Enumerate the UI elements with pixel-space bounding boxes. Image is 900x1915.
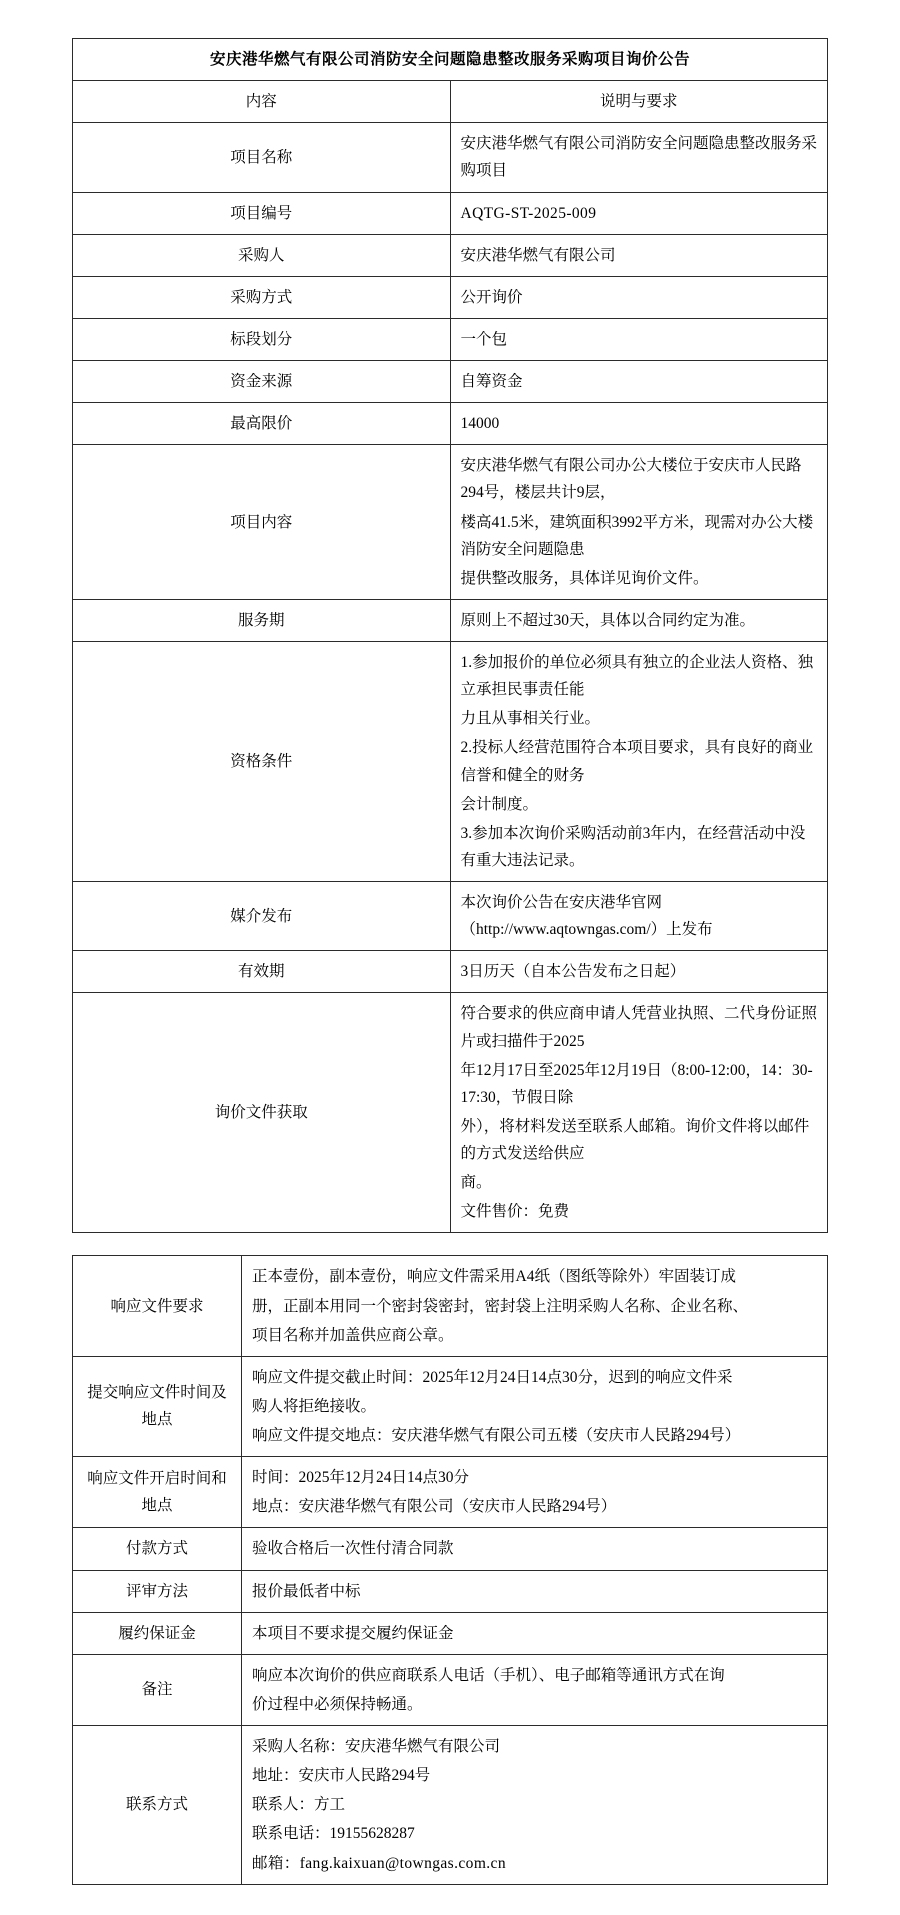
row-value — [242, 1356, 828, 1456]
row-line: 联系电话：19155628287 — [252, 1825, 415, 1843]
row-value — [242, 1457, 828, 1528]
row-value — [242, 1570, 828, 1612]
row-label: 服务期 — [73, 599, 451, 641]
row-label: 评审方法 — [73, 1570, 242, 1612]
row-line: 时间：2025年12月24日14点30分 — [252, 1469, 470, 1487]
table-row — [73, 951, 828, 993]
row-value — [242, 1612, 828, 1654]
announcement-table-part1 — [72, 38, 828, 1233]
table-row — [73, 192, 828, 234]
row-line: 外），将材料发送至联系人邮箱。询价文件将以邮件的方式发送给供应 — [460, 1117, 810, 1162]
row-label: 响应文件要求 — [73, 1256, 242, 1356]
row-line: 邮箱：fang.kaixuan@towngas.com.cn — [252, 1854, 506, 1872]
row-label: 项目名称 — [73, 123, 451, 192]
row-line: 3.参加本次询价采购活动前3年内，在经营活动中没有重大违法记录。 — [460, 824, 806, 869]
row-label: 联系方式 — [73, 1726, 242, 1885]
table-row — [73, 361, 828, 403]
row-value — [450, 403, 828, 445]
row-value — [450, 234, 828, 276]
row-line: 商。 — [460, 1174, 492, 1192]
row-line: 安庆港华燃气有限公司消防安全问题隐患整改服务采购项目 — [460, 135, 818, 180]
row-line: 2.投标人经营范围符合本项目要求，具有良好的商业信誉和健全的财务 — [460, 739, 814, 784]
row-line: 提供整改服务，具体详见询价文件。 — [460, 569, 709, 587]
row-label: 付款方式 — [73, 1528, 242, 1570]
row-line: 文件售价：免费 — [460, 1203, 570, 1221]
row-label: 最高限价 — [73, 403, 451, 445]
row-line: 安庆港华燃气有限公司办公大楼位于安庆市人民路294号，楼层共计9层， — [460, 457, 802, 502]
table-row — [73, 234, 828, 276]
row-label: 资金来源 — [73, 361, 451, 403]
row-line: 14000 — [460, 415, 500, 433]
table-row — [73, 1356, 828, 1456]
row-label: 采购人 — [73, 234, 451, 276]
table-row — [73, 445, 828, 600]
row-label: 资格条件 — [73, 642, 451, 882]
table-row — [73, 318, 828, 360]
table-row — [73, 403, 828, 445]
table-row — [73, 642, 828, 882]
row-value — [450, 123, 828, 192]
table-header-row — [73, 81, 828, 123]
table-row — [73, 1528, 828, 1570]
row-line: 验收合格后一次性付清合同款 — [252, 1540, 454, 1558]
row-value — [450, 318, 828, 360]
page-title: 安庆港华燃气有限公司消防安全问题隐患整改服务采购项目询价公告 — [73, 39, 828, 81]
row-label: 项目编号 — [73, 192, 451, 234]
table-row — [73, 123, 828, 192]
title-row — [73, 39, 828, 81]
row-label: 采购方式 — [73, 276, 451, 318]
row-label: 询价文件获取 — [73, 993, 451, 1233]
row-label: 有效期 — [73, 951, 451, 993]
table-row — [73, 993, 828, 1233]
row-value — [242, 1256, 828, 1356]
row-label: 标段划分 — [73, 318, 451, 360]
row-line: AQTG-ST-2025-009 — [460, 204, 597, 222]
row-line: 符合要求的供应商申请人凭营业执照、二代身份证照片或扫描件于2025 — [460, 1005, 818, 1050]
row-line: 报价最低者中标 — [252, 1582, 361, 1600]
row-line: 1.参加报价的单位必须具有独立的企业法人资格、独立承担民事责任能 — [460, 654, 814, 699]
row-line: 本次询价公告在安庆港华官网（http://www.aqtowngas.com/）上发布 — [460, 894, 713, 939]
row-line: 响应文件提交截止时间：2025年12月24日14点30分，迟到的响应文件采 — [252, 1368, 733, 1386]
row-line: 力且从事相关行业。 — [460, 710, 601, 728]
row-line: 地点：安庆港华燃气有限公司（安庆市人民路294号） — [252, 1498, 617, 1516]
row-value — [242, 1528, 828, 1570]
row-label: 响应文件开启时间和地点 — [73, 1457, 242, 1528]
table-row — [73, 1256, 828, 1356]
row-line: 自筹资金 — [460, 373, 523, 390]
row-line: 价过程中必须保持畅通。 — [252, 1695, 423, 1713]
row-label: 备注 — [73, 1654, 242, 1725]
row-line: 地址：安庆市人民路294号 — [252, 1767, 431, 1785]
row-line: 安庆港华燃气有限公司 — [460, 246, 616, 264]
header-col-description: 说明与要求 — [450, 81, 828, 123]
row-value — [450, 882, 828, 951]
row-value — [450, 361, 828, 403]
row-line: 会计制度。 — [460, 795, 539, 813]
row-value — [450, 951, 828, 993]
table-row — [73, 599, 828, 641]
row-value — [242, 1654, 828, 1725]
row-line: 一个包 — [460, 330, 508, 348]
announcement-table-part2 — [72, 1255, 828, 1884]
table-section-gap — [72, 1233, 828, 1255]
row-value — [450, 192, 828, 234]
row-line: 3日历天（自本公告发布之日起） — [460, 963, 686, 981]
header-col-content: 内容 — [73, 81, 451, 123]
table-row — [73, 1457, 828, 1528]
table-row — [73, 276, 828, 318]
row-line: 原则上不超过30天，具体以合同约定为准。 — [460, 611, 756, 629]
table-row — [73, 1570, 828, 1612]
row-label: 项目内容 — [73, 445, 451, 600]
row-line: 楼高41.5米，建筑面积3992平方米，现需对办公大楼消防安全问题隐患 — [460, 513, 814, 558]
row-line: 本项目不要求提交履约保证金 — [252, 1624, 454, 1642]
table-row — [73, 1654, 828, 1725]
row-line: 正本壹份，副本壹份，响应文件需采用A4纸（图纸等除外）牢固装订成 — [252, 1268, 736, 1286]
row-line: 采购人名称：安庆港华燃气有限公司 — [252, 1738, 501, 1755]
row-value — [450, 993, 828, 1233]
row-value — [450, 642, 828, 882]
table-row — [73, 1612, 828, 1654]
row-label: 提交响应文件时间及地点 — [73, 1356, 242, 1456]
row-value — [450, 445, 828, 600]
row-line: 响应文件提交地点：安庆港华燃气有限公司五楼（安庆市人民路294号） — [252, 1427, 741, 1444]
table-row — [73, 882, 828, 951]
row-value — [450, 599, 828, 641]
row-line: 联系人：方工 — [252, 1796, 346, 1814]
table-row — [73, 1726, 828, 1885]
row-line: 公开询价 — [460, 288, 523, 306]
row-line: 购人将拒绝接收。 — [252, 1397, 377, 1415]
row-line: 册，正副本用同一个密封袋密封，密封袋上注明采购人名称、企业名称、 — [252, 1297, 749, 1315]
row-line: 项目名称并加盖供应商公章。 — [252, 1326, 454, 1344]
row-value — [450, 276, 828, 318]
row-label: 履约保证金 — [73, 1612, 242, 1654]
row-line: 年12月17日至2025年12月19日（8:00-12:00，14：30-17:30，节假日除 — [460, 1061, 813, 1106]
row-value — [242, 1726, 828, 1885]
row-label: 媒介发布 — [73, 882, 451, 951]
row-line: 响应本次询价的供应商联系人电话（手机）、电子邮箱等通讯方式在询 — [252, 1666, 725, 1684]
